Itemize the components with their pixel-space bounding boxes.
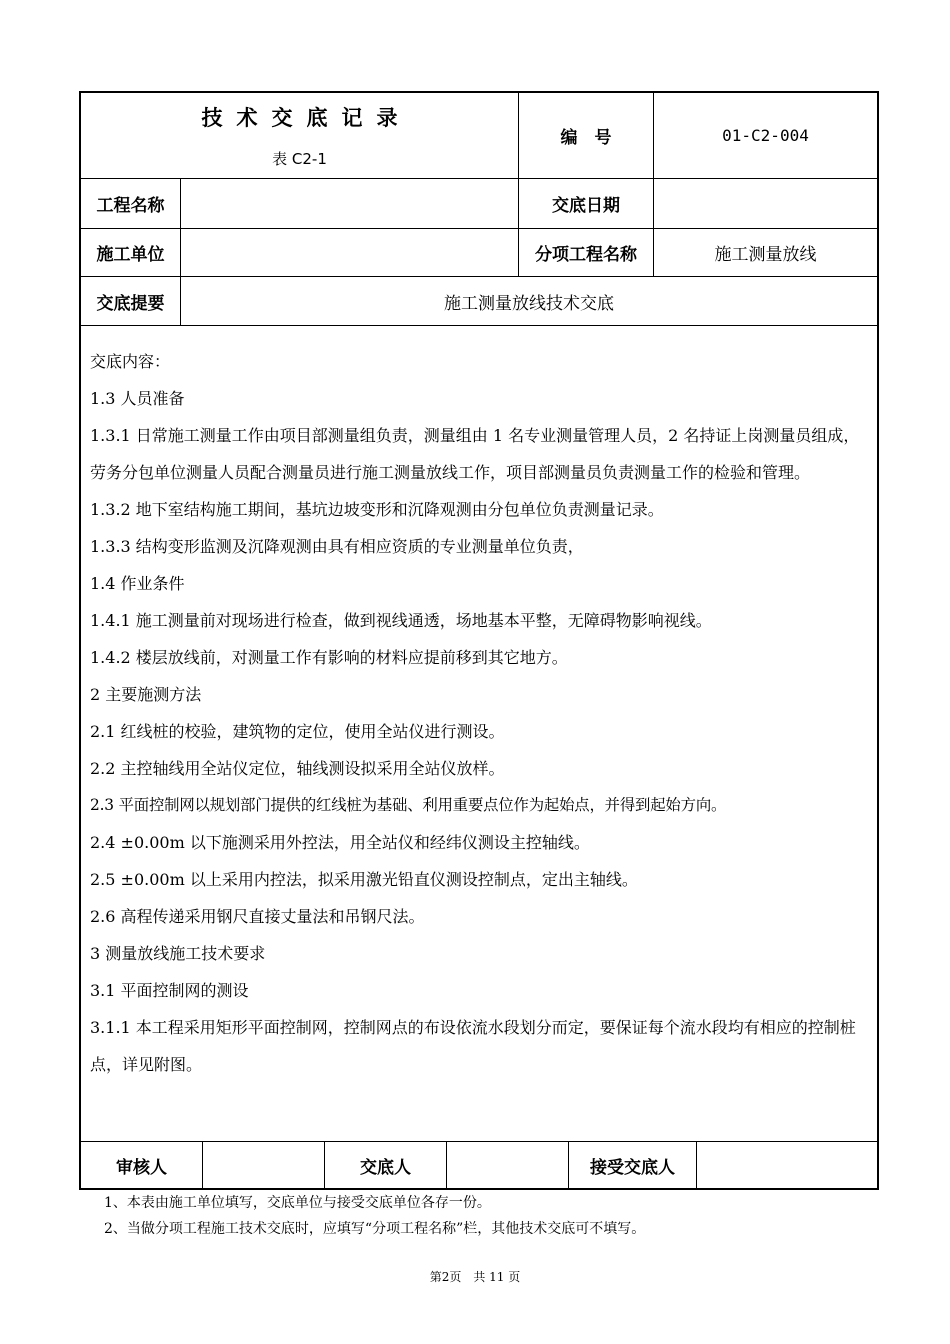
content-line: 1.3 人员准备	[90, 389, 185, 408]
unit-row	[81, 229, 877, 277]
form-title: 技术交底记录	[201, 106, 412, 130]
note-line: 2、当做分项工程施工技术交底时，应填写“分项工程名称”栏，其他技术交底可不填写。	[104, 1221, 646, 1237]
project-name-value[interactable]	[181, 179, 519, 228]
number-label: 编 号	[519, 93, 654, 178]
content-line: 1.3.1 日常施工测量工作由项目部测量组负责，测量组由 1 名专业测量管理人员，2 名持证上岗测量员组成，劳务分包单位测量人员配合测量员进行施工测量放线工作，项目部测量员负责测量工作的检验和管理。	[90, 426, 860, 482]
content-line: 1.4.2 楼层放线前，对测量工作有影响的材料应提前移到其它地方。	[90, 648, 568, 667]
content-line: 2.5 ±0.00m 以上采用内控法，拟采用激光铅直仪测设控制点，定出主轴线。	[90, 870, 638, 889]
reviewer-label: 审核人	[81, 1142, 203, 1188]
content-heading: 交底内容：	[90, 352, 171, 371]
title-block	[81, 93, 519, 178]
content-line: 1.3.3 结构变形监测及沉降观测由具有相应资质的专业测量单位负责，	[90, 537, 584, 556]
page-number: 第2页 共 11 页	[429, 1270, 521, 1284]
date-label: 交底日期	[519, 179, 654, 228]
unit-label: 施工单位	[81, 229, 181, 276]
subitem-label: 分项工程名称	[519, 229, 654, 276]
content-line: 2.3 平面控制网以规划部门提供的红线桩为基础、利用重要点位作为起始点，并得到起始方向。	[90, 796, 727, 814]
content-line: 1.4.1 施工测量前对现场进行检查，做到视线通透，场地基本平整，无障碍物影响视线。	[90, 611, 712, 630]
receiver-label: 接受交底人	[569, 1142, 697, 1188]
form-notes	[104, 1190, 645, 1242]
content-line: 3.1.1 本工程采用矩形平面控制网，控制网点的布设依流水段划分而定，要保证每个流水段均有相应的控制桩点，详见附图。	[90, 1018, 856, 1074]
content-line: 3.1 平面控制网的测设	[90, 981, 249, 1000]
receiver-value[interactable]	[697, 1142, 877, 1188]
presenter-label: 交底人	[325, 1142, 447, 1188]
reviewer-value[interactable]	[203, 1142, 325, 1188]
number-value: 01-C2-004	[722, 126, 809, 145]
content-line: 2.2 主控轴线用全站仪定位，轴线测设拟采用全站仪放样。	[90, 759, 505, 778]
content-line: 3 测量放线施工技术要求	[90, 944, 266, 963]
presenter-value[interactable]	[447, 1142, 569, 1188]
summary-value: 施工测量放线技术交底	[444, 293, 614, 314]
date-value[interactable]	[654, 179, 877, 228]
content-line: 2.6 高程传递采用钢尺直接丈量法和吊钢尺法。	[90, 907, 425, 926]
content-line: 2.4 ±0.00m 以下施测采用外控法，用全站仪和经纬仪测设主控轴线。	[90, 833, 590, 852]
summary-label: 交底提要	[81, 277, 181, 325]
disclosure-record-form	[79, 91, 879, 1190]
signature-row	[81, 1142, 877, 1188]
note-line: 1、本表由施工单位填写，交底单位与接受交底单位各存一份。	[104, 1195, 491, 1211]
summary-row	[81, 277, 877, 326]
unit-value[interactable]	[181, 229, 519, 276]
content-line: 2.1 红线桩的校验，建筑物的定位，使用全站仪进行测设。	[90, 722, 505, 741]
content-line: 2 主要施测方法	[90, 685, 202, 704]
content-line: 1.4 作业条件	[90, 574, 185, 593]
form-code: 表 C2-1	[272, 150, 327, 168]
title-row	[81, 93, 877, 179]
project-name-row	[81, 179, 877, 229]
project-name-label: 工程名称	[81, 179, 181, 228]
disclosure-content	[81, 326, 877, 1142]
content-line: 1.3.2 地下室结构施工期间，基坑边坡变形和沉降观测由分包单位负责测量记录。	[90, 500, 664, 519]
subitem-value: 施工测量放线	[714, 245, 817, 265]
